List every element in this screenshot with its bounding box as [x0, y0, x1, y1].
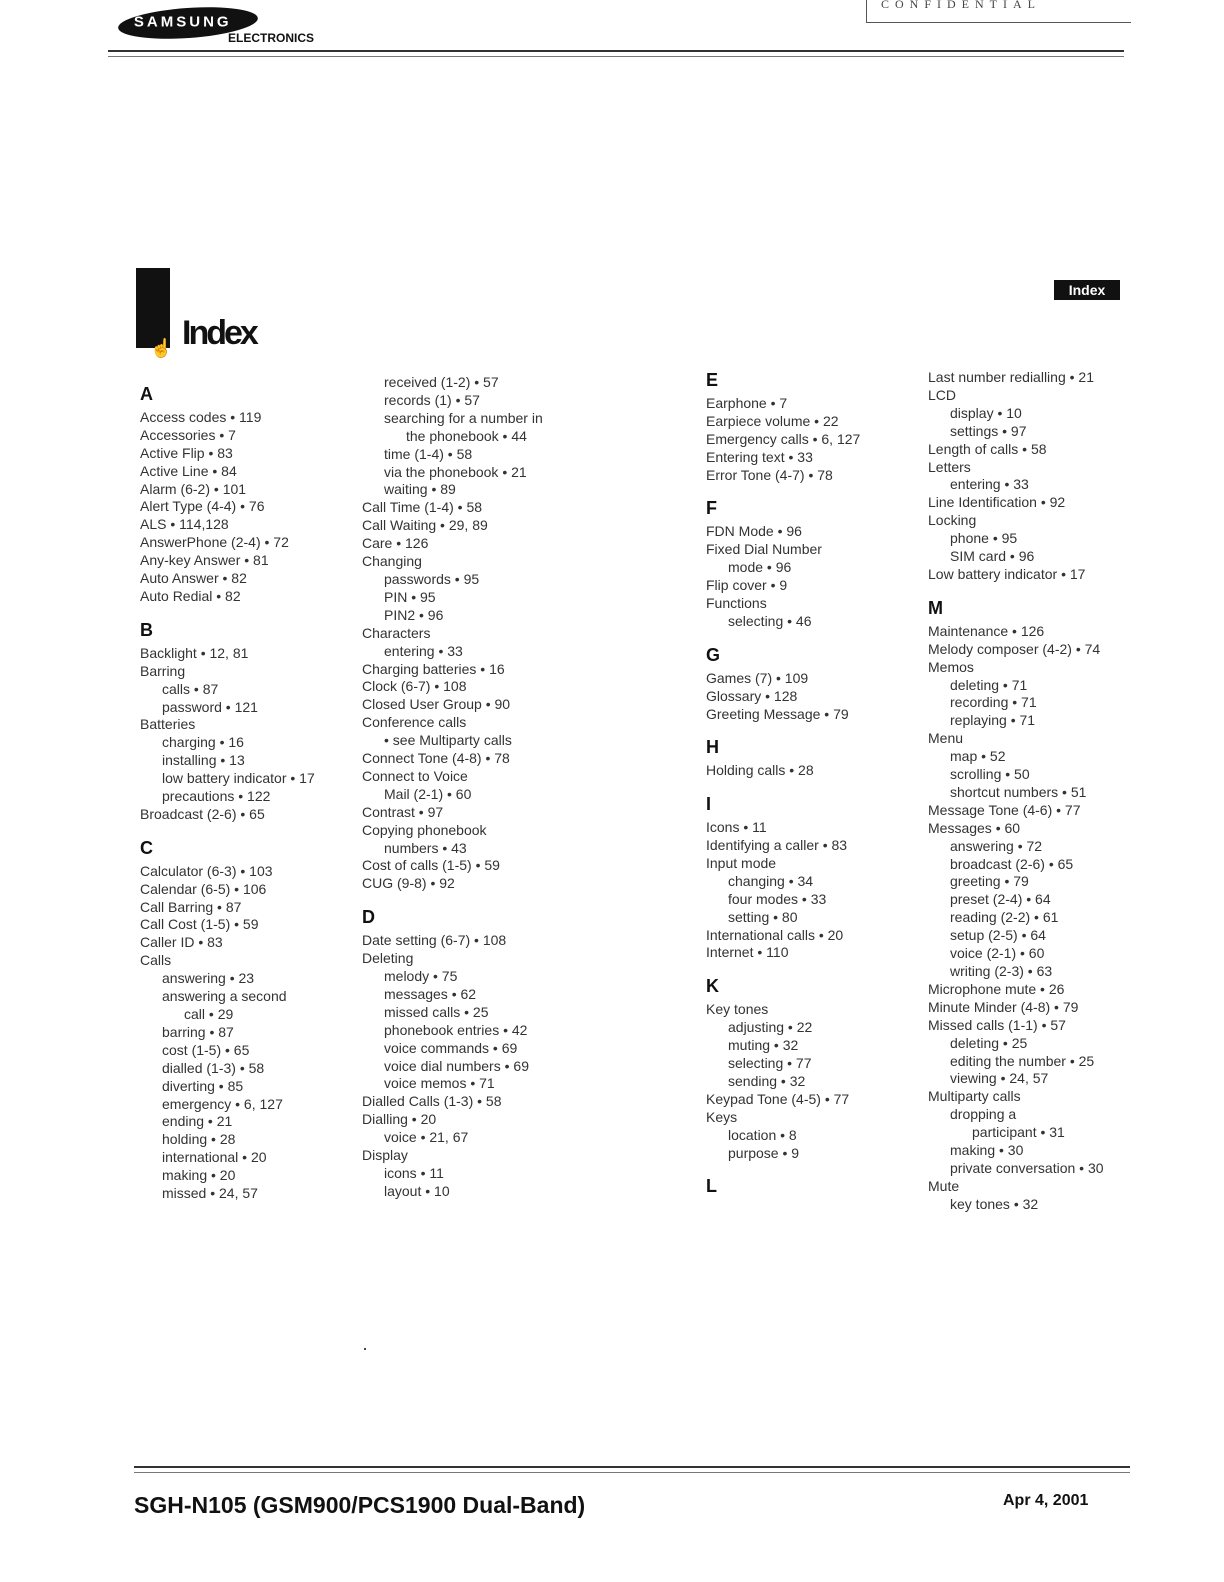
index-entry: layout • 10 [384, 1182, 450, 1199]
index-tab[interactable]: Index [1054, 280, 1120, 300]
index-entry: answering a second [162, 988, 287, 1005]
index-entry: melody • 75 [384, 968, 458, 984]
index-entry: Flip cover • 9 [706, 577, 788, 594]
index-entry: via the phonebook • 21 [384, 463, 527, 480]
index-entry: time (1-4) • 58 [384, 445, 473, 462]
section-letter: G [706, 644, 721, 665]
index-entry: viewing • 24, 57 [950, 1070, 1049, 1087]
index-entry: Earpiece volume • 22 [706, 412, 839, 429]
index-entry: preset (2-4) • 64 [950, 891, 1051, 908]
index-entry: display • 10 [950, 404, 1022, 421]
index-entry: Accessories • 7 [140, 426, 236, 443]
index-entry: Broadcast (2-6) • 65 [140, 805, 265, 822]
index-entry: AnswerPhone (2-4) • 72 [140, 534, 289, 551]
index-entry: Auto Answer • 82 [140, 570, 247, 587]
index-entry: records (1) • 57 [384, 391, 480, 408]
index-entry: Last number redialling • 21 [928, 369, 1094, 385]
index-entry: changing • 34 [728, 872, 814, 889]
index-entry: voice dial numbers • 69 [384, 1057, 529, 1074]
index-column-1 [140, 386, 315, 1203]
index-entry: Backlight • 12, 81 [140, 644, 249, 661]
index-entry: Greeting Message • 79 [706, 705, 849, 722]
index-entry: calls • 87 [162, 680, 219, 697]
index-entry: FDN Mode • 96 [706, 523, 802, 540]
index-entry: Input mode [706, 854, 777, 871]
index-entry: purpose • 9 [728, 1144, 800, 1161]
index-entry: dropping a [950, 1106, 1017, 1123]
index-entry: numbers • 43 [384, 839, 467, 856]
index-entry: International calls • 20 [706, 926, 844, 943]
index-entry: ending • 21 [162, 1113, 233, 1130]
index-entry: recording • 71 [950, 694, 1037, 711]
index-entry: private conversation • 30 [950, 1159, 1104, 1176]
confidential-stamp: CONFIDENTIAL [866, 0, 1131, 23]
index-entry: missed • 24, 57 [162, 1185, 258, 1202]
index-entry: Keypad Tone (4-5) • 77 [706, 1090, 850, 1107]
index-entry: Active Flip • 83 [140, 444, 233, 461]
index-entry: Line Identification • 92 [928, 494, 1066, 511]
index-entry: Calculator (6-3) • 103 [140, 862, 273, 879]
index-entry: deleting • 71 [950, 676, 1028, 693]
index-entry: received (1-2) • 57 [384, 374, 499, 390]
index-entry: Holding calls • 28 [706, 762, 814, 779]
index-entry: Identifying a caller • 83 [706, 837, 848, 854]
index-entry: Call Barring • 87 [140, 898, 242, 915]
index-entry: Date setting (6-7) • 108 [362, 932, 507, 949]
index-entry: Message Tone (4-6) • 77 [928, 801, 1081, 818]
header-divider [108, 50, 1124, 52]
index-entry: SIM card • 96 [950, 548, 1035, 565]
index-entry: emergency • 6, 127 [162, 1095, 283, 1112]
index-entry: entering • 33 [950, 476, 1029, 493]
index-entry: writing (2-3) • 63 [950, 963, 1053, 979]
index-entry: Memos [928, 658, 974, 675]
index-entry: Display [362, 1147, 408, 1164]
index-entry: Characters [362, 624, 431, 641]
section-letter: A [140, 384, 153, 404]
index-entry: voice memos • 71 [384, 1075, 495, 1092]
index-entry: diverting • 85 [162, 1077, 244, 1094]
index-entry: muting • 32 [728, 1037, 799, 1054]
index-entry: Care • 126 [362, 535, 429, 552]
index-entry: Alert Type (4-4) • 76 [140, 498, 265, 515]
index-entry: international • 20 [162, 1149, 267, 1166]
section-letter: E [706, 370, 719, 390]
index-entry: voice commands • 69 [384, 1039, 518, 1056]
index-entry: answering • 23 [162, 970, 255, 987]
index-entry: charging • 16 [162, 734, 244, 751]
section-letter: F [706, 498, 717, 519]
index-entry: map • 52 [950, 748, 1006, 765]
index-entry: setup (2-5) • 64 [950, 927, 1046, 944]
index-entry: Microphone mute • 26 [928, 980, 1065, 997]
index-entry: Letters [928, 458, 971, 475]
section-letter: H [706, 737, 719, 758]
index-entry: Missed calls (1-1) • 57 [928, 1016, 1066, 1033]
index-entry: Deleting [362, 950, 414, 967]
index-entry: voice (2-1) • 60 [950, 945, 1045, 962]
index-entry: Error Tone (4-7) • 78 [706, 466, 833, 483]
index-entry: Clock (6-7) • 108 [362, 678, 467, 695]
index-entry: Locking [928, 512, 977, 529]
page-title: Index [182, 314, 256, 352]
logo-text: SAMSUNG [133, 13, 232, 31]
index-entry: holding • 28 [162, 1131, 236, 1148]
index-entry: CUG (9-8) • 92 [362, 875, 455, 892]
header-divider-thin [108, 56, 1124, 57]
section-letter: L [706, 1176, 717, 1197]
index-entry: Auto Redial • 82 [140, 587, 241, 604]
hand-pointer-icon: ☝ [150, 338, 173, 358]
index-entry: Connect Tone (4-8) • 78 [362, 750, 510, 767]
index-entry: mode • 96 [728, 559, 792, 576]
index-entry: Cost of calls (1-5) • 59 [362, 857, 500, 874]
index-entry: Length of calls • 58 [928, 440, 1047, 457]
index-entry: voice • 21, 67 [384, 1129, 469, 1146]
section-letter: M [928, 597, 943, 618]
index-entry: participant • 31 [972, 1124, 1065, 1141]
index-entry: PIN2 • 96 [384, 606, 444, 623]
index-entry: Internet • 110 [706, 944, 789, 961]
index-entry: Minute Minder (4-8) • 79 [928, 998, 1079, 1015]
index-entry: Melody composer (4-2) • 74 [928, 640, 1101, 657]
index-entry: PIN • 95 [384, 588, 436, 605]
index-entry: icons • 11 [384, 1164, 444, 1181]
index-entry: Alarm (6-2) • 101 [140, 480, 247, 497]
index-entry: Any-key Answer • 81 [140, 552, 269, 569]
index-entry: ALS • 114,128 [140, 516, 229, 533]
index-entry: location • 8 [728, 1126, 797, 1143]
index-entry: Barring [140, 662, 186, 679]
index-entry: Emergency calls • 6, 127 [706, 430, 861, 447]
section-letter: B [140, 619, 153, 640]
index-entry: the phonebook • 44 [406, 427, 527, 444]
index-entry: key tones • 32 [950, 1195, 1039, 1212]
index-entry: missed calls • 25 [384, 1003, 489, 1020]
footer-model: SGH-N105 (GSM900/PCS1900 Dual-Band) [134, 1492, 586, 1518]
index-entry: broadcast (2-6) • 65 [950, 855, 1074, 872]
index-entry: replaying • 71 [950, 712, 1036, 729]
index-entry: scrolling • 50 [950, 766, 1030, 783]
index-entry: Entering text • 33 [706, 448, 813, 465]
index-entry: low battery indicator • 17 [162, 770, 315, 787]
index-entry: barring • 87 [162, 1023, 234, 1040]
index-entry: passwords • 95 [384, 570, 480, 587]
index-entry: Batteries [140, 716, 196, 733]
index-entry: Connect to Voice [362, 767, 468, 784]
index-entry: Caller ID • 83 [140, 934, 223, 951]
index-entry: Mute [928, 1177, 960, 1194]
index-entry: making • 20 [162, 1167, 236, 1184]
speck [364, 1348, 366, 1350]
index-entry: Keys [706, 1108, 738, 1125]
index-entry: Earphone • 7 [706, 394, 788, 411]
index-entry: Call Waiting • 29, 89 [362, 517, 488, 534]
index-marker-bar [136, 268, 170, 348]
footer-divider-thin [134, 1472, 1130, 1473]
index-entry: dialled (1-3) • 58 [162, 1059, 265, 1076]
index-entry: cost (1-5) • 65 [162, 1041, 250, 1058]
index-entry: searching for a number in [384, 409, 543, 426]
index-entry: password • 121 [162, 698, 258, 715]
index-entry: call • 29 [184, 1006, 234, 1022]
index-column-3 [706, 372, 860, 1201]
section-letter: I [706, 794, 712, 815]
index-entry: Closed User Group • 90 [362, 696, 511, 713]
index-entry: phone • 95 [950, 530, 1018, 547]
index-entry: Calendar (6-5) • 106 [140, 880, 267, 897]
index-entry: adjusting • 22 [728, 1019, 813, 1036]
index-entry: setting • 80 [728, 908, 798, 925]
index-entry: Call Time (1-4) • 58 [362, 499, 483, 516]
index-entry: deleting • 25 [950, 1034, 1028, 1051]
index-entry: phonebook entries • 42 [384, 1021, 528, 1038]
index-entry: Changing [362, 553, 422, 570]
index-column-2 [362, 374, 543, 1201]
index-entry: making • 30 [950, 1142, 1024, 1159]
index-entry: Dialled Calls (1-3) • 58 [362, 1093, 502, 1110]
index-entry: Charging batteries • 16 [362, 660, 505, 677]
index-entry: messages • 62 [384, 985, 477, 1002]
index-entry: waiting • 89 [384, 481, 456, 498]
index-entry: Functions [706, 594, 767, 611]
section-letter: C [140, 837, 153, 858]
index-entry: four modes • 33 [728, 890, 827, 907]
footer-divider [134, 1466, 1130, 1468]
logo-subtitle: ELECTRONICS [228, 31, 315, 45]
index-column-4 [928, 369, 1104, 1214]
index-entry: Icons • 11 [706, 819, 767, 836]
index-entry: Low battery indicator • 17 [928, 565, 1086, 582]
index-entry: Active Line • 84 [140, 462, 237, 479]
index-entry: Dialling • 20 [362, 1111, 437, 1128]
index-entry: greeting • 79 [950, 873, 1029, 890]
index-entry: sending • 32 [728, 1072, 806, 1089]
index-entry: Mail (2-1) • 60 [384, 785, 472, 802]
index-entry: Key tones [706, 1001, 769, 1018]
section-letter: K [706, 976, 719, 997]
index-entry: answering • 72 [950, 837, 1043, 854]
index-entry: editing the number • 25 [950, 1052, 1095, 1069]
index-entry: Menu [928, 730, 964, 747]
index-entry: LCD [928, 386, 957, 403]
index-entry: selecting • 46 [728, 612, 812, 629]
index-entry: shortcut numbers • 51 [950, 783, 1087, 800]
index-entry: Glossary • 128 [706, 687, 798, 704]
index-entry: settings • 97 [950, 422, 1027, 439]
index-entry: entering • 33 [384, 642, 463, 659]
index-entry: Maintenance • 126 [928, 622, 1045, 639]
index-entry: • see Multiparty calls [384, 732, 512, 749]
index-entry: Games (7) • 109 [706, 669, 809, 686]
index-entry: reading (2-2) • 61 [950, 909, 1059, 926]
index-entry: Calls [140, 952, 172, 969]
footer-date: Apr 4, 2001 [1003, 1492, 1089, 1509]
index-entry: installing • 13 [162, 752, 245, 769]
index-entry: Call Cost (1-5) • 59 [140, 916, 259, 933]
index-entry: Conference calls [362, 714, 467, 731]
index-entry: Multiparty calls [928, 1088, 1021, 1105]
index-entry: Contrast • 97 [362, 803, 444, 820]
section-letter: D [362, 907, 375, 928]
index-entry: precautions • 122 [162, 788, 271, 805]
index-entry: Copying phonebook [362, 821, 487, 838]
index-entry: Messages • 60 [928, 819, 1021, 836]
index-entry: selecting • 77 [728, 1055, 812, 1071]
index-entry: Access codes • 119 [140, 408, 262, 425]
index-entry: Fixed Dial Number [706, 541, 822, 558]
